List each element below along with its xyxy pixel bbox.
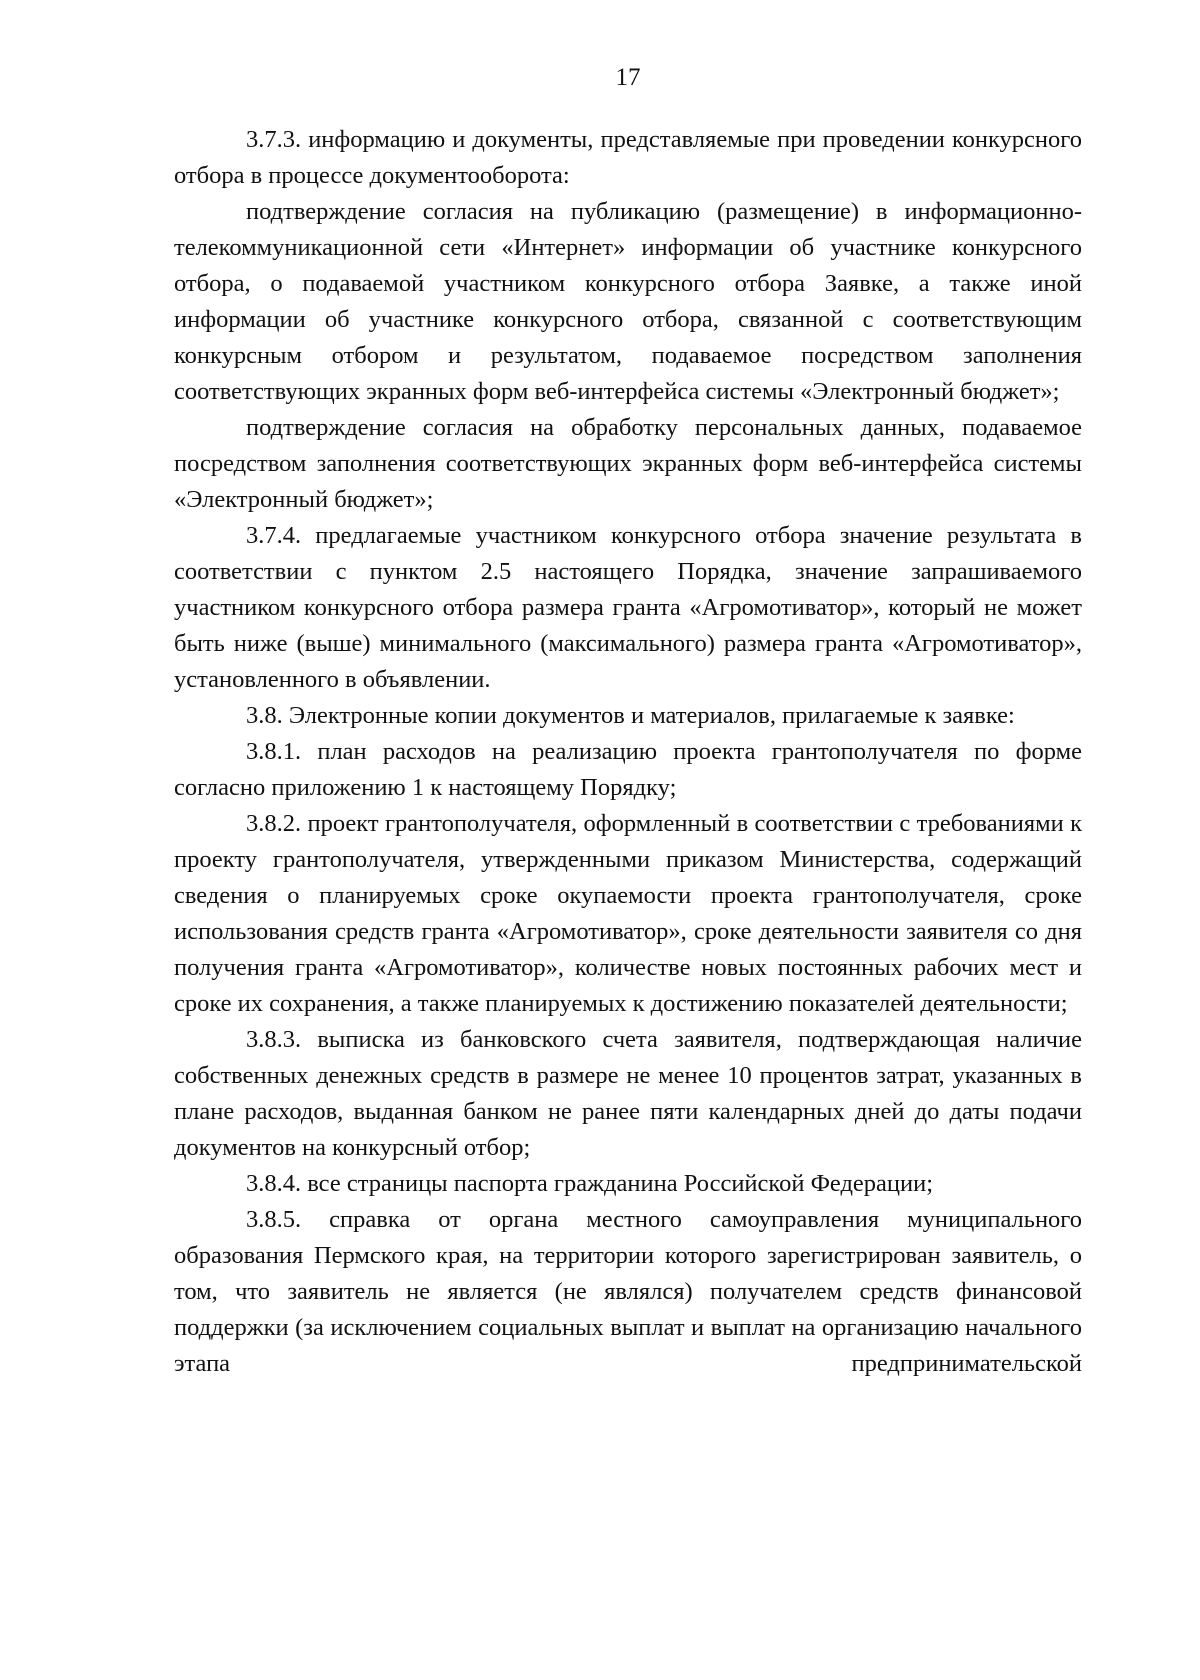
paragraph-3-8: 3.8. Электронные копии документов и материалов, прилагаемые к заявке: (246, 702, 1015, 729)
paragraph-3-8-5: 3.8.5. справка от органа местного самоуправления муниципального образования Пермского края, на территории которого зарегистрирован заявитель, о том, что заявитель не является (не являлся) получателем средств финансовой поддержки (за исключением социальных выплат и выплат на организацию начального этапа предпринимательской (174, 1206, 1082, 1377)
paragraph-3-8-1: 3.8.1. план расходов на реализацию проекта грантополучателя по форме согласно приложению 1 к настоящему Порядку; (174, 738, 1082, 801)
document-body (174, 122, 1082, 1382)
paragraph-personal-data-consent: подтверждение согласия на обработку персональных данных, подаваемое посредством заполнения соответствующих экранных форм веб-интерфейса системы «Электронный бюджет»; (174, 414, 1082, 513)
page-number: 17 (615, 64, 641, 91)
paragraph-publication-consent: подтверждение согласия на публикацию (размещение) в информационно-телекоммуникационной сети «Интернет» информации об участнике конкурсного отбора, о подаваемой участником конкурсного отбора Заявке, а также иной информации об участнике конкурсного отбора, связанной с соответствующим конкурсным отбором и результатом, подаваемое посредством заполнения соответствующих экранных форм веб-интерфейса системы «Электронный бюджет»; (174, 198, 1082, 405)
paragraph-3-7-3: 3.7.3. информацию и документы, представляемые при проведении конкурсного отбора в процессе документооборота: (174, 126, 1082, 189)
paragraph-3-8-3: 3.8.3. выписка из банковского счета заявителя, подтверждающая наличие собственных денежных средств в размере не менее 10 процентов затрат, указанных в плане расходов, выданная банком не ранее пяти календарных дней до даты подачи документов на конкурсный отбор; (174, 1026, 1082, 1161)
paragraph-3-8-2: 3.8.2. проект грантополучателя, оформленный в соответствии с требованиями к проекту грантополучателя, утвержденными приказом Министерства, содержащий сведения о планируемых сроке окупаемости проекта грантополучателя, сроке использования средств гранта «Агромотиватор», сроке деятельности заявителя со дня получения гранта «Агромотиватор», количестве новых постоянных рабочих мест и сроке их сохранения, а также планируемых к достижению показателей деятельности; (174, 810, 1082, 1017)
paragraph-3-7-4: 3.7.4. предлагаемые участником конкурсного отбора значение результата в соответствии с пунктом 2.5 настоящего Порядка, значение запрашиваемого участником конкурсного отбора размера гранта «Агромотиватор», который не может быть ниже (выше) минимального (максимального) размера гранта «Агромотиватор», установленного в объявлении. (174, 522, 1082, 693)
paragraph-3-8-4: 3.8.4. все страницы паспорта гражданина Российской Федерации; (246, 1170, 934, 1197)
